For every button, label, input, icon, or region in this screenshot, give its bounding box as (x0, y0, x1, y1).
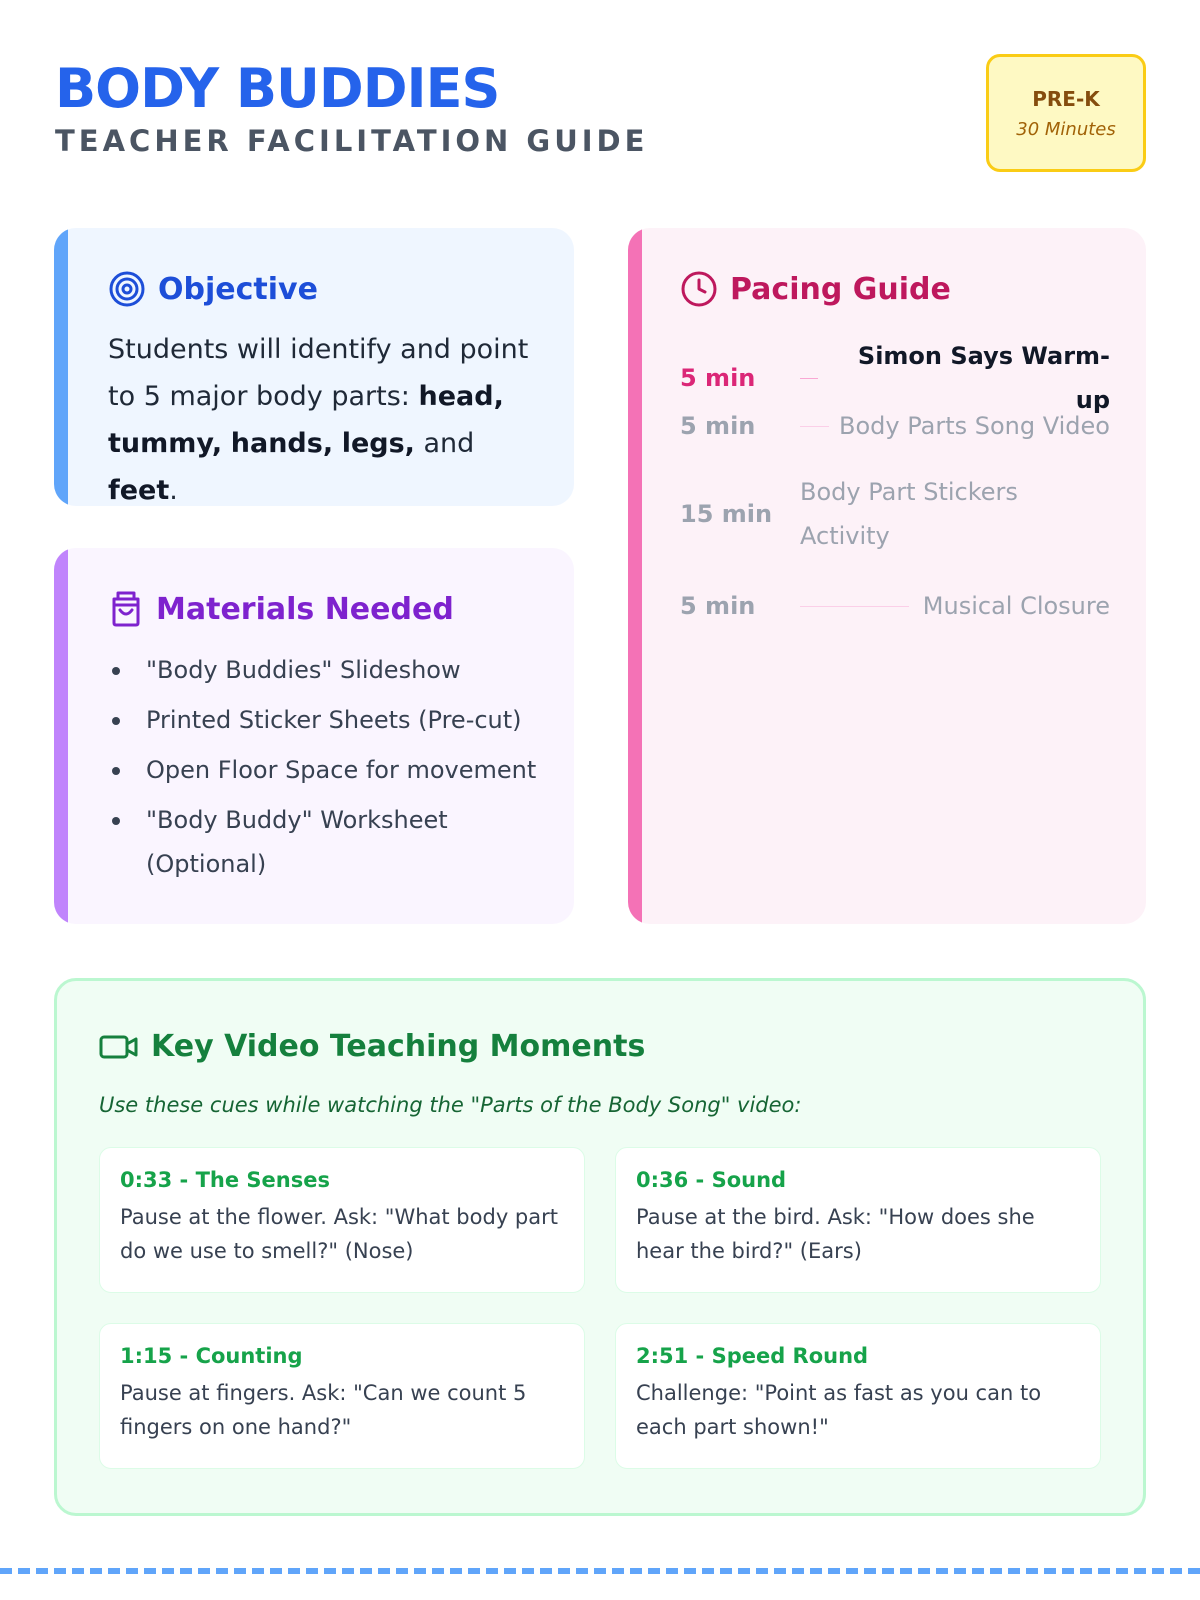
material-label: "Body Buddy" Worksheet (Optional) (146, 806, 448, 878)
shopping-bag-icon (108, 590, 144, 628)
target-icon (108, 270, 146, 308)
pacing-row (680, 404, 1110, 448)
pacing-card (628, 228, 1146, 924)
page-header (55, 57, 649, 158)
moment-title: 2:51 - Speed Round (636, 1344, 869, 1368)
moment-text: Pause at the flower. Ask: "What body part do we use to smell?" (Nose) (120, 1205, 558, 1263)
card-accent-stripe (628, 228, 642, 924)
material-label: Open Floor Space for movement (146, 756, 537, 784)
body-part: legs, (341, 428, 415, 459)
moment-text: Challenge: "Point as fast as you can to each part shown!" (636, 1381, 1042, 1439)
pacing-time: 5 min (680, 364, 756, 392)
grade-level: PRE-K (1032, 87, 1100, 111)
materials-card (54, 548, 574, 924)
list-item (108, 698, 558, 742)
moment-text: Pause at fingers. Ask: "Can we count 5 fingers on one hand?" (120, 1381, 527, 1439)
moment-card (615, 1323, 1101, 1469)
pacing-header (680, 270, 951, 308)
pacing-time: 5 min (680, 592, 756, 620)
pacing-row (680, 584, 1110, 628)
moment-card (99, 1147, 585, 1293)
card-accent-stripe (54, 548, 68, 924)
moment-text: Pause at the bird. Ask: "How does she hear the bird?" (Ears) (636, 1205, 1035, 1263)
video-header (99, 1029, 645, 1064)
pacing-divider (800, 378, 818, 379)
clock-icon (680, 270, 718, 308)
bullet (112, 767, 120, 775)
bullet (112, 717, 120, 725)
objective-prefix: Students will identify and point to 5 major body parts: (108, 334, 529, 412)
video-moments-card (54, 978, 1146, 1516)
pacing-activity: Simon Says Warm-up (857, 342, 1110, 414)
materials-list (108, 648, 558, 892)
video-instructions: Use these cues while watching the "Parts of the Body Song" video: (99, 1093, 802, 1117)
bullet (112, 667, 120, 675)
material-label: Printed Sticker Sheets (Pre-cut) (146, 706, 522, 734)
page-subtitle: TEACHER FACILITATION GUIDE (55, 124, 649, 158)
objective-heading: Objective (158, 271, 318, 307)
body-part: head, (418, 381, 504, 412)
objective-end: . (169, 475, 178, 506)
pacing-heading: Pacing Guide (730, 271, 951, 307)
objective-conjunction: and (423, 428, 475, 459)
material-label: "Body Buddies" Slideshow (146, 656, 461, 684)
objective-card (54, 228, 574, 506)
footer-dashed-divider (0, 1568, 1200, 1574)
pacing-time: 5 min (680, 412, 756, 440)
video-heading: Key Video Teaching Moments (151, 1029, 646, 1064)
lesson-duration: 30 Minutes (1016, 119, 1116, 140)
pacing-activity: Musical Closure (922, 592, 1110, 620)
body-part: tummy, (108, 428, 223, 459)
pacing-activity: Body Parts Song Video (839, 412, 1110, 440)
materials-header (108, 590, 454, 628)
moment-title: 1:15 - Counting (120, 1344, 303, 1368)
moment-card (99, 1323, 585, 1469)
video-camera-icon (99, 1032, 139, 1062)
pacing-divider (800, 426, 829, 427)
pacing-activity: Body Part Stickers Activity (800, 478, 1018, 550)
card-accent-stripe (54, 228, 68, 506)
grade-badge (986, 54, 1146, 172)
moment-title: 0:36 - Sound (636, 1168, 787, 1192)
pacing-row (680, 470, 1110, 558)
list-item (108, 798, 558, 886)
materials-heading: Materials Needed (156, 591, 454, 627)
pacing-divider (800, 606, 909, 607)
objective-header (108, 270, 318, 308)
objective-text (108, 326, 548, 506)
body-part: hands, (230, 428, 334, 459)
bullet (112, 817, 120, 825)
moment-card (615, 1147, 1101, 1293)
pacing-time: 15 min (680, 500, 773, 528)
list-item (108, 648, 558, 692)
list-item (108, 748, 558, 792)
moment-title: 0:33 - The Senses (120, 1168, 330, 1192)
body-part: feet (108, 475, 170, 506)
page-title: BODY BUDDIES (55, 57, 500, 120)
